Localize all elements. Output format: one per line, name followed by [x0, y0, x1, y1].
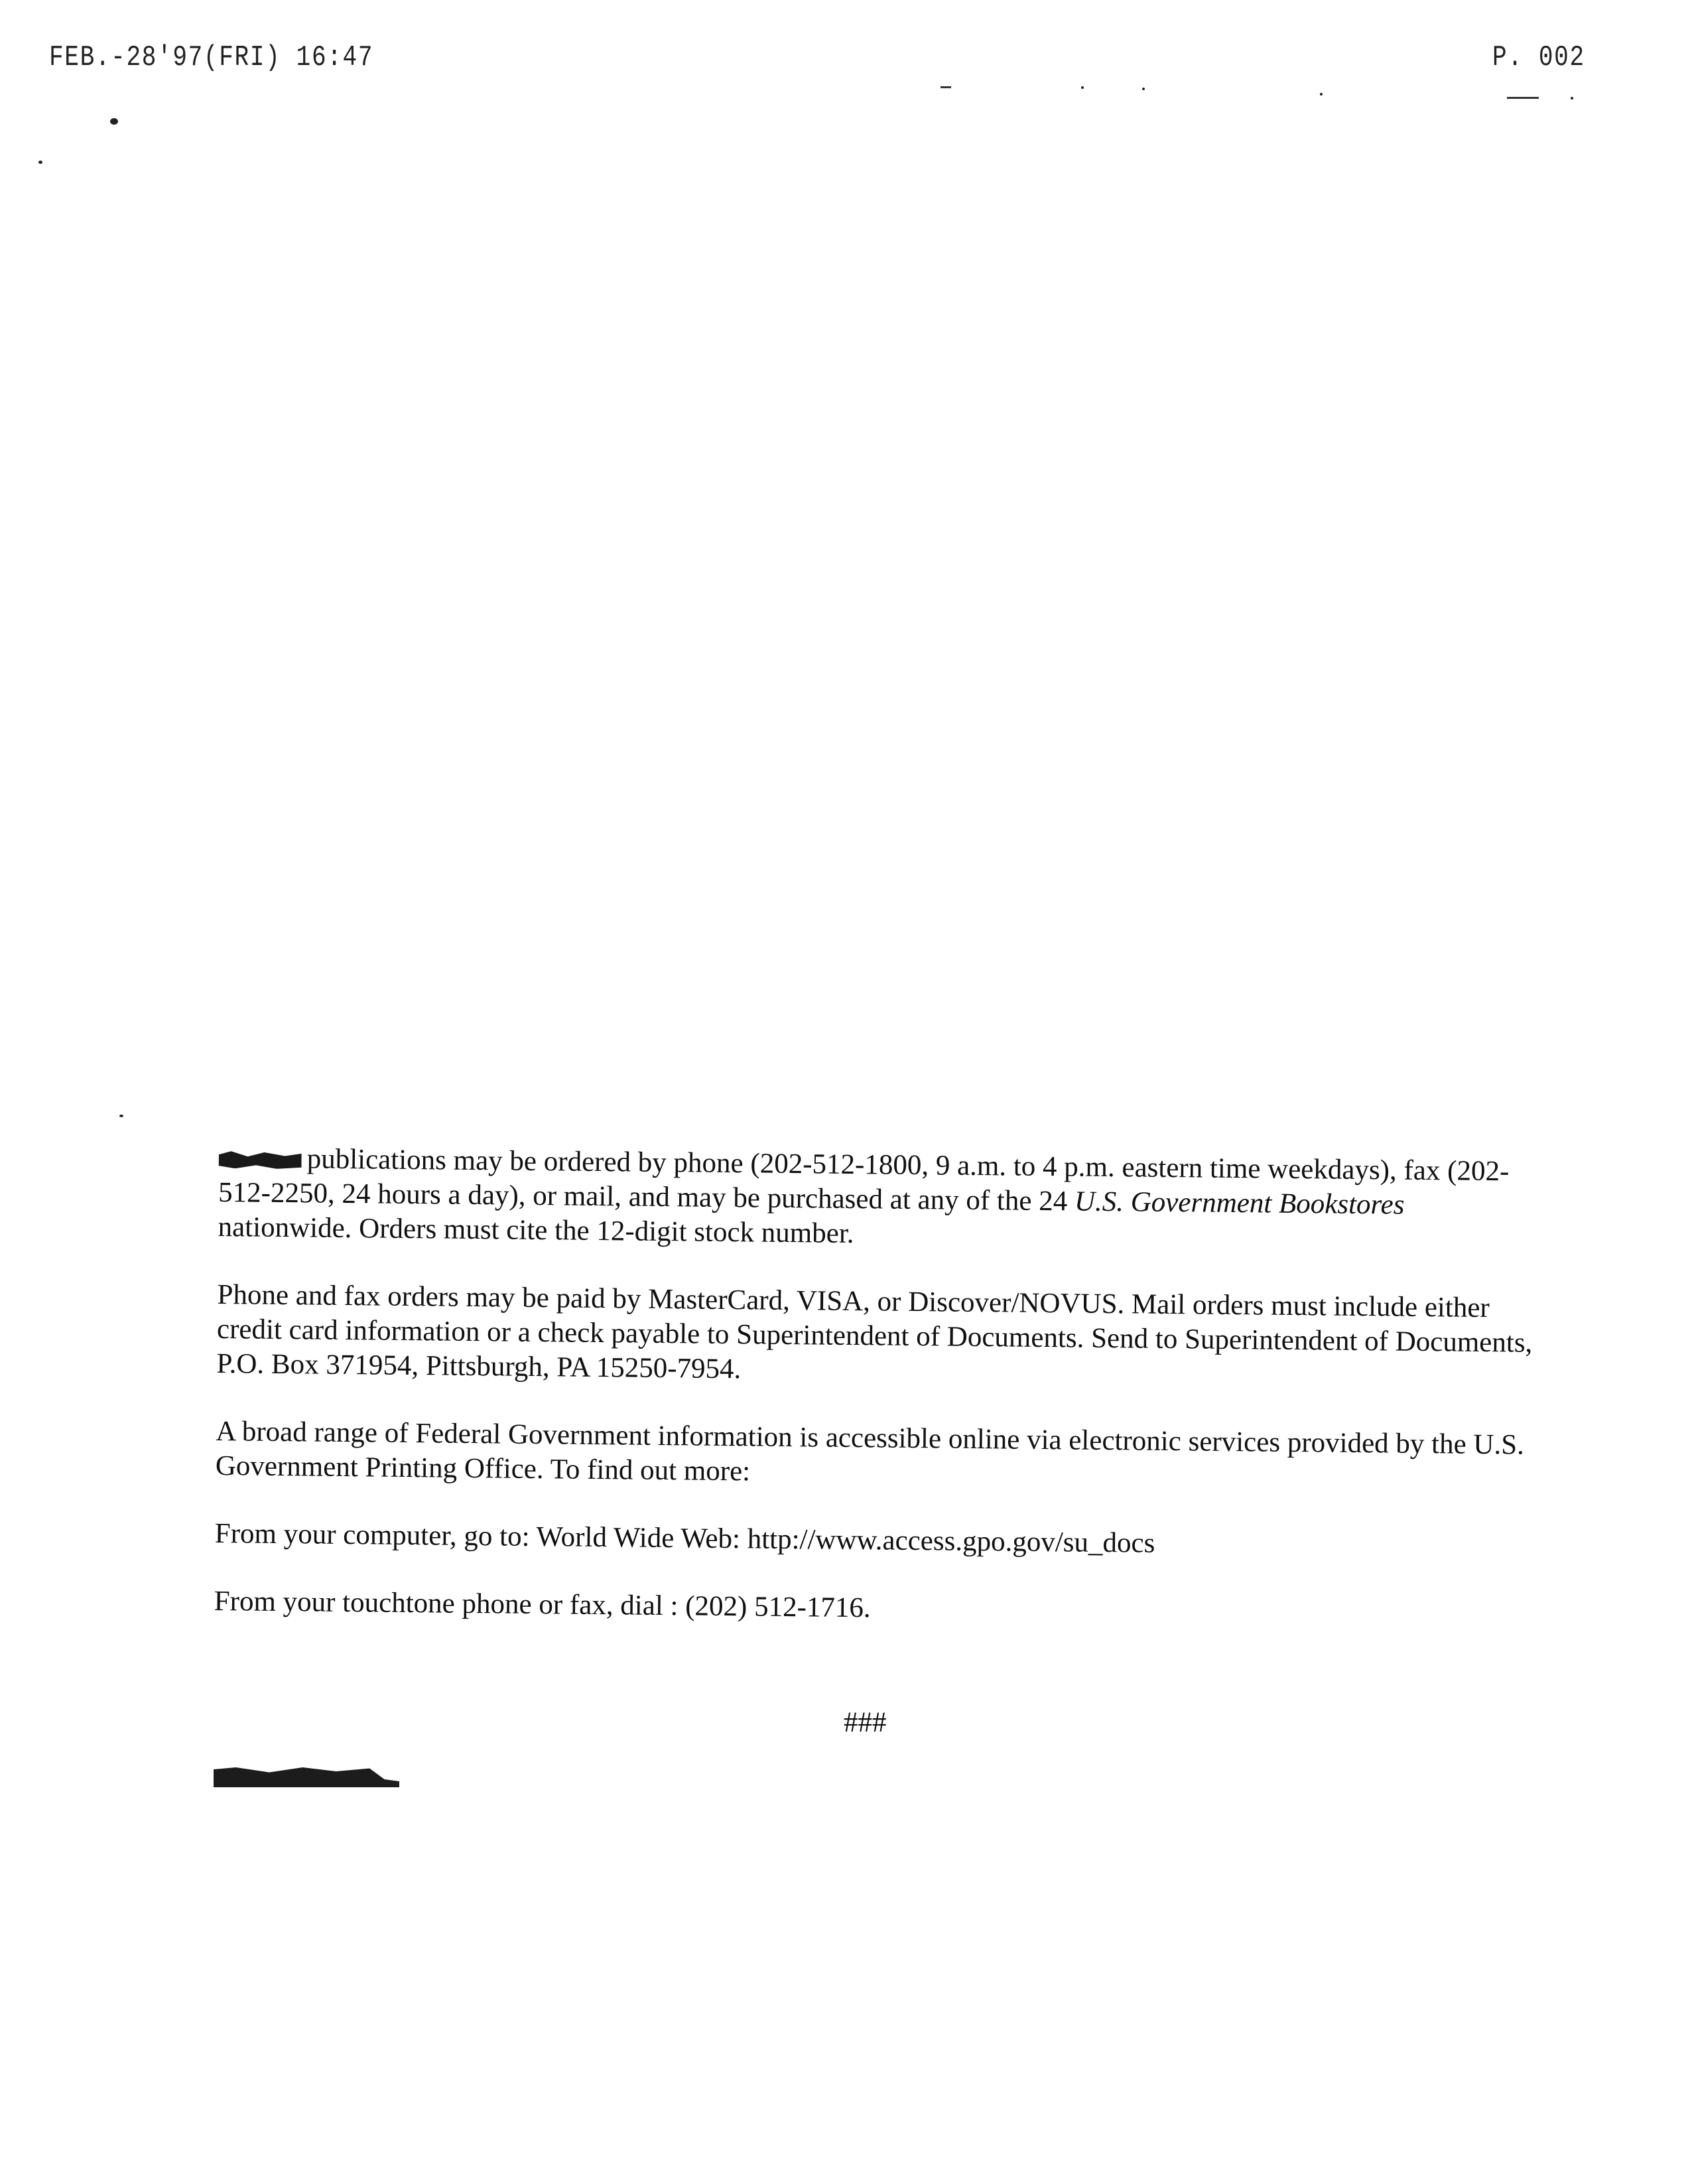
scan-artifact	[1142, 88, 1145, 90]
payment-paragraph: Phone and fax orders may be paid by MasterCard, VISA, or Discover/NOVUS. Mail orders must include either credit card information or a check payable to Superintendent of Documents. Send to Superintendent of Documents, P.O. Box 371954, Pittsburgh, PA 15250-7954.	[216, 1278, 1533, 1385]
redacted-word	[219, 1151, 302, 1169]
document-body	[214, 1141, 1539, 1666]
fax-dial-line: From your touchtone phone or fax, dial : (202) 512-1716.	[214, 1585, 871, 1624]
scan-artifact	[941, 86, 951, 88]
ordering-paragraph	[218, 1141, 1539, 1259]
end-of-document-mark: ###	[844, 1707, 887, 1738]
scan-artifact	[119, 1115, 123, 1117]
scan-artifact	[1507, 97, 1539, 99]
online-info-paragraph: A broad range of Federal Government information is accessible online via electronic services provided by the U.S. Government Printing Office. To find out more:	[215, 1415, 1525, 1487]
fax-timestamp: FEB.-28'97(FRI) 16:47	[49, 41, 374, 74]
scan-artifact	[110, 118, 118, 125]
ordering-tail-text: nationwide. Orders must cite the 12-digit stock number.	[218, 1211, 854, 1250]
bookstores-italic-text: U.S. Government Bookstores	[1074, 1186, 1405, 1221]
ordering-lead-text: publications may be ordered by phone (202-512-1800, 9 a.m. to 4 p.m. eastern time weekdays), fax (202-512-2250, 24 hours a day), or mail, and may be purchased at any of the 24	[218, 1143, 1510, 1217]
web-address-line: From your computer, go to: World Wide Web: http://www.access.gpo.gov/su_docs	[214, 1517, 1155, 1559]
fax-page-number: P. 002	[1492, 41, 1585, 74]
redacted-signature-block	[214, 1767, 399, 1787]
scan-artifact	[1571, 97, 1573, 100]
scan-artifact	[1320, 93, 1323, 96]
scan-artifact	[1081, 86, 1084, 89]
scan-artifact	[38, 161, 42, 164]
